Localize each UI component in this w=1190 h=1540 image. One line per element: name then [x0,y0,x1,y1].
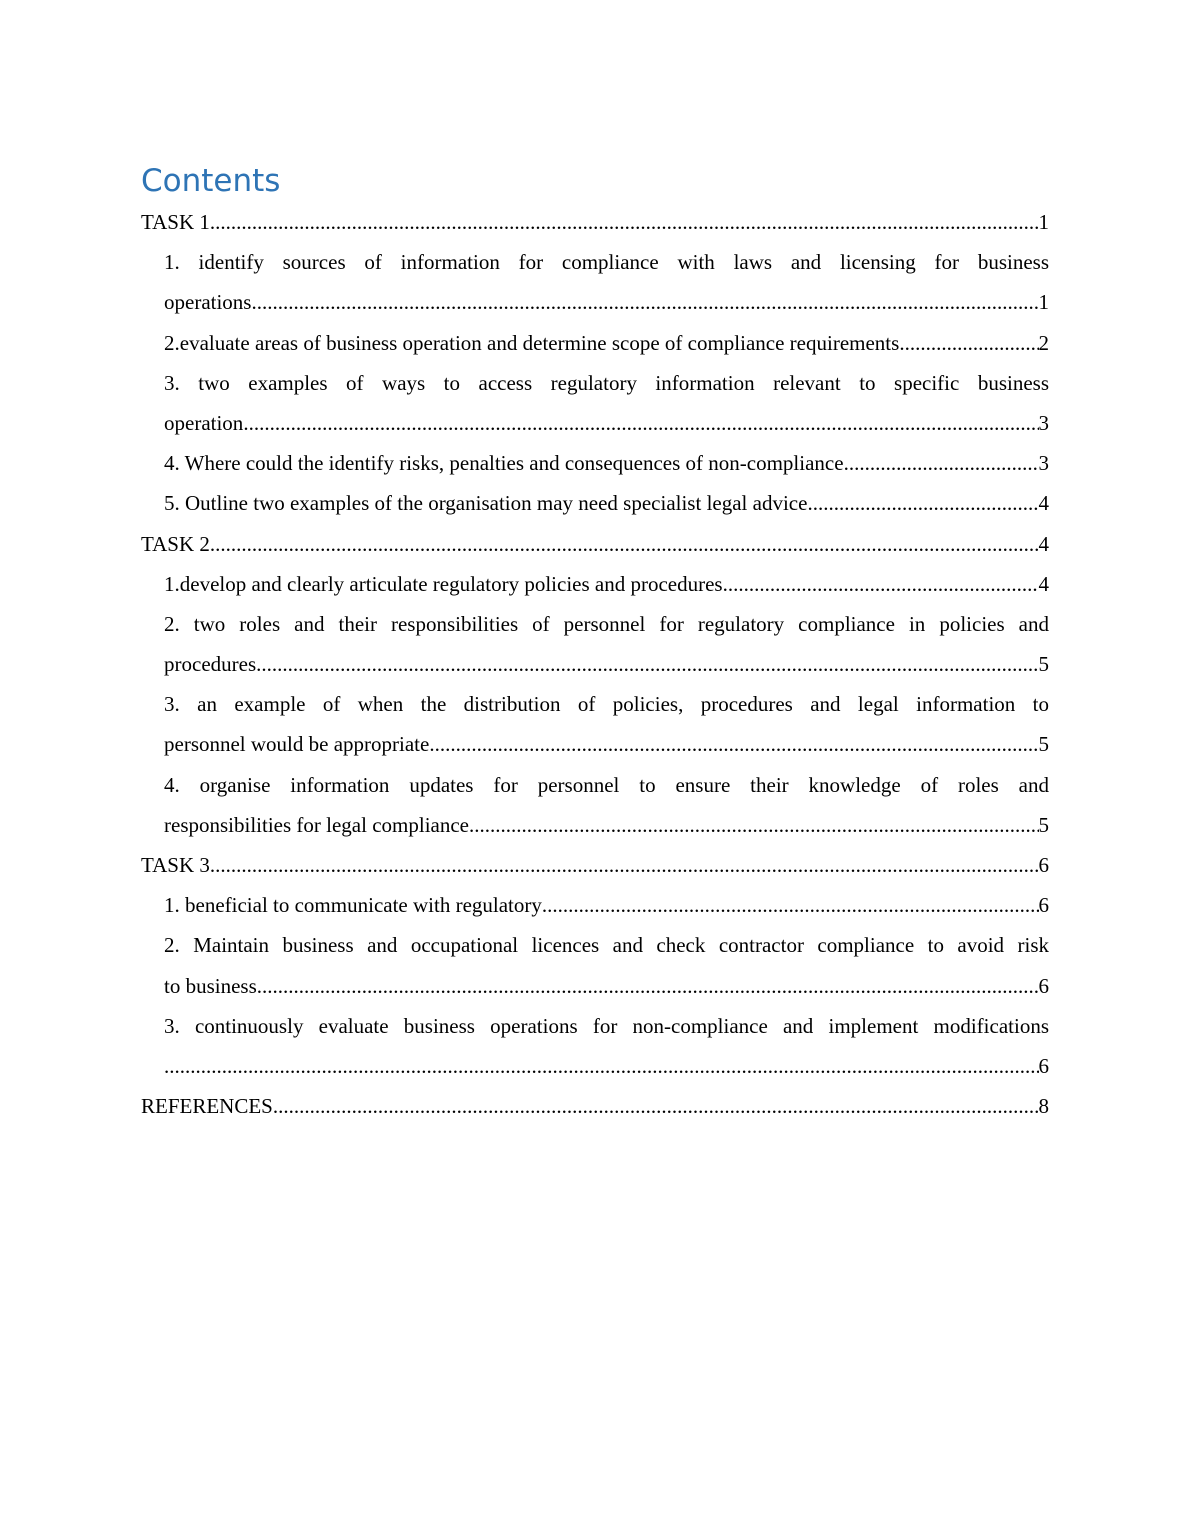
toc-entry-text-line: 3. two examples of ways to access regulatory information relevant to specific business [164,370,1049,395]
toc-entry-item[interactable] [141,885,1049,925]
dot-leader [251,282,1038,322]
dot-leader [542,885,1039,925]
table-of-contents [141,202,1049,1126]
toc-entry-label: personnel would be appropriate [164,732,430,757]
toc-entry-item[interactable] [141,1006,1049,1086]
dot-leader [210,202,1039,242]
toc-page-number: 1 [1038,210,1049,234]
dot-leader [164,1046,1039,1086]
toc-entry-text-line: 3. continuously evaluate business operations for non-compliance and implement modifications [164,1013,1049,1038]
toc-entry-text-line: 1. identify sources of information for compliance with laws and licensing for business [164,250,1049,275]
toc-entry-item[interactable] [141,323,1049,363]
dot-leader [429,724,1038,764]
toc-entry-label: REFERENCES [141,1094,273,1119]
dot-leader [273,1086,1039,1126]
toc-entry-label: procedures [164,652,257,677]
toc-entry-label: TASK 3 [141,853,210,877]
dot-leader [807,483,1038,523]
toc-entry-task[interactable] [141,845,1049,885]
toc-entry-item[interactable] [141,483,1049,523]
dot-leader [243,403,1038,443]
document-page [141,160,1049,1126]
toc-entry-label: 5. Outline two examples of the organisation may need specialist legal advice [164,491,808,516]
toc-entry-label: responsibilities for legal compliance [164,812,469,837]
toc-entry-task[interactable] [141,524,1049,564]
toc-entry-final-line [164,443,1049,483]
toc-entry-final-line [141,845,1049,885]
dot-leader [257,966,1039,1006]
toc-entry-task[interactable] [141,1086,1049,1126]
toc-entry-final-line [164,885,1049,925]
toc-page-number: 6 [1038,853,1049,877]
dot-leader [899,323,1038,363]
toc-page-number: 4 [1038,491,1049,516]
toc-entry-final-line [164,483,1049,523]
dot-leader [723,564,1039,604]
toc-entry-label: TASK 1 [141,210,210,234]
toc-page-number: 6 [1038,893,1049,918]
toc-entry-final-line [164,1046,1049,1086]
toc-entry-final-line [164,323,1049,363]
toc-entry-final-line [164,282,1049,322]
dot-leader [844,443,1039,483]
toc-entry-final-line [164,805,1049,845]
toc-page-number: 5 [1038,652,1049,677]
toc-entry-label: 1. beneficial to communicate with regulatory [164,893,542,918]
toc-page-number: 3 [1038,451,1049,476]
toc-entry-item[interactable] [141,363,1049,443]
toc-page-number: 6 [1038,973,1049,998]
toc-entry-final-line [141,1086,1049,1126]
toc-entry-label: operations [164,290,252,315]
toc-entry-final-line [164,966,1049,1006]
toc-entry-label: 1.develop and clearly articulate regulatory policies and procedures [164,571,723,596]
toc-page-number: 1 [1038,290,1049,315]
toc-entry-label: to business [164,973,257,998]
toc-page-number: 2 [1038,330,1049,355]
toc-entry-item[interactable] [141,684,1049,764]
toc-entry-text-line: 3. an example of when the distribution of policies, procedures and legal information to [164,692,1049,717]
toc-entry-item[interactable] [141,242,1049,322]
toc-entry-final-line [164,724,1049,764]
toc-page-number: 4 [1038,571,1049,596]
toc-entry-final-line [164,644,1049,684]
toc-entry-final-line [141,524,1049,564]
toc-entry-final-line [164,564,1049,604]
toc-entry-text-line: 4. organise information updates for personnel to ensure their knowledge of roles and [164,772,1049,797]
toc-entry-item[interactable] [141,564,1049,604]
toc-page-number: 6 [1038,1053,1049,1078]
toc-page-number: 8 [1038,1094,1049,1119]
toc-page-number: 5 [1038,812,1049,837]
dot-leader [469,805,1039,845]
toc-entry-text-line: 2. Maintain business and occupational licences and check contractor compliance to avoid risk [164,933,1049,958]
toc-entry-item[interactable] [141,765,1049,845]
toc-entry-label: operation [164,410,244,435]
toc-entry-item[interactable] [141,604,1049,684]
toc-entry-task[interactable] [141,202,1049,242]
toc-heading: Contents [141,163,281,199]
toc-entry-label: TASK 2 [141,531,210,556]
toc-entry-item[interactable] [141,443,1049,483]
toc-page-number: 3 [1038,410,1049,435]
dot-leader [256,644,1038,684]
toc-entry-final-line [141,202,1049,242]
dot-leader [210,524,1039,564]
toc-entry-final-line [164,403,1049,443]
toc-entry-label: 2.evaluate areas of business operation and determine scope of compliance requirements [164,330,900,355]
toc-page-number: 5 [1038,732,1049,757]
toc-entry-label: 4. Where could the identify risks, penalties and consequences of non-compliance [164,451,844,476]
toc-entry-text-line: 2. two roles and their responsibilities of personnel for regulatory compliance in policies and [164,611,1049,636]
dot-leader [210,845,1039,885]
toc-page-number: 4 [1038,531,1049,556]
toc-entry-item[interactable] [141,925,1049,1005]
